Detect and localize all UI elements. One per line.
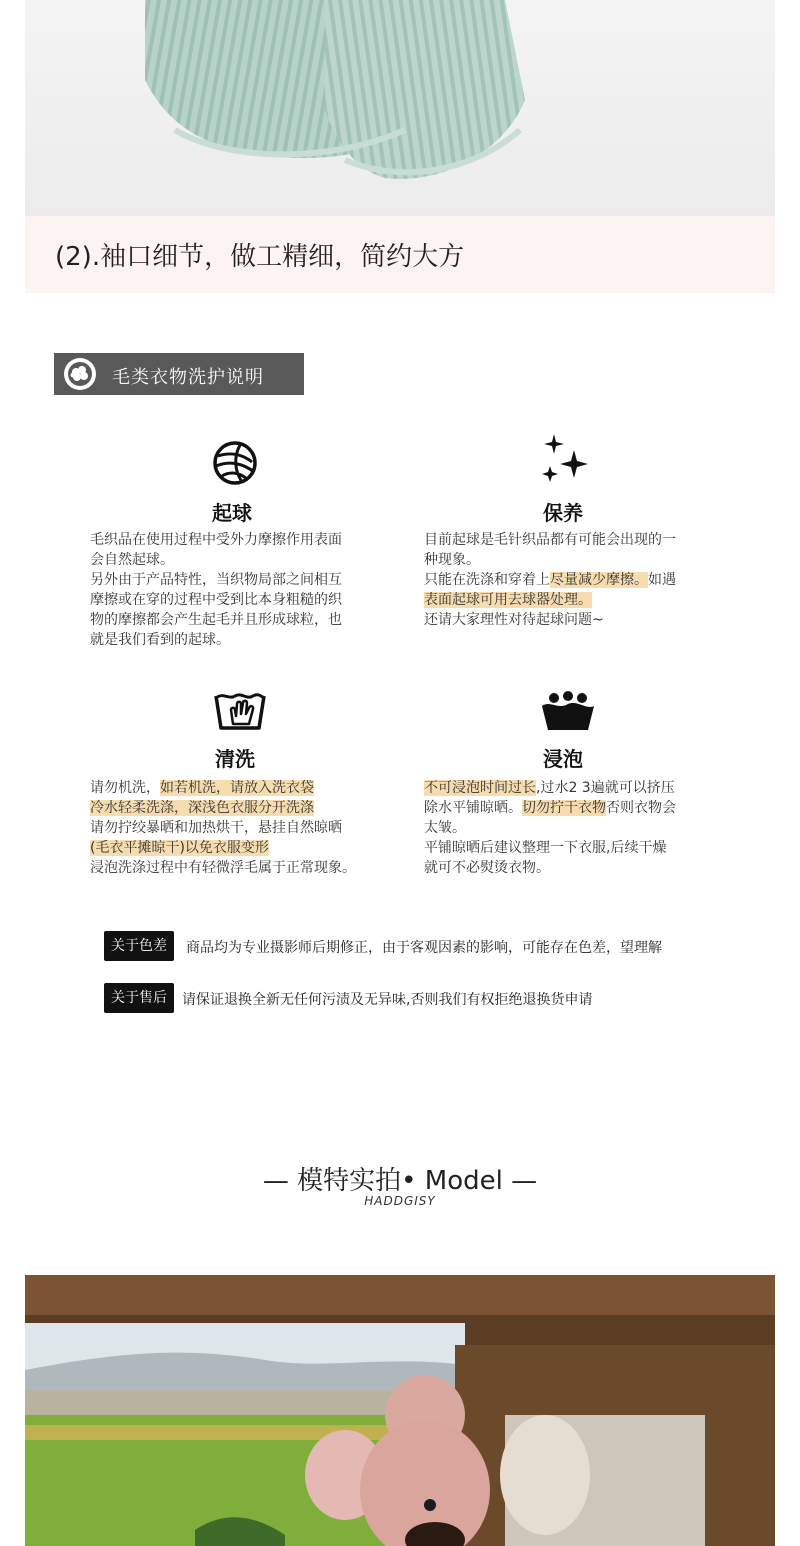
sparkles-icon [540,434,592,492]
highlight: 切勿拧干衣物 [522,800,606,816]
pilling-line: 会自然起球。 [90,552,174,568]
pilling-line: 就是我们看到的起球。 [90,632,230,648]
pilling-title: 起球 [212,501,252,525]
maintenance-text: 目前起球是毛针织品都有可能会出现的一 种现象。 只能在洗涤和穿着上尽量减少摩擦。如遇 表面起球可用去球器处理。 还请大家理性对待起球问题~ [424,532,676,628]
washing-text: 请勿机洗，如若机洗，请放入洗衣袋 冷水轻柔洗涤，深浅色衣服分开洗涤 请勿拧绞暴晒和加热烘干，悬挂自然晾晒 (毛衣平摊晾干)以免衣服变形 浸泡洗涤过程中有轻微浮毛属于正常现象。 [90,780,356,876]
highlight: 如若机洗，请放入洗衣袋 [160,780,314,796]
pilling-line: 摩擦或在穿的过程中受到比本身粗糙的织 [90,592,342,608]
pilling-line: 毛织品在使用过程中受外力摩擦作用表面 [90,532,342,548]
sleeve-cuff-photo [25,0,775,216]
pilling-line: 物的摩擦都会产生起毛并且形成球粒，也 [90,612,342,628]
yarn-ball-icon [212,440,258,490]
model-section-title: — 模特实拍• Model — [262,1166,538,1196]
soaking-title: 浸泡 [543,747,583,771]
hand-wash-icon [213,686,267,738]
after-sales-text: 请保证退换全新无任何污渍及无异味,否则我们有权拒绝退换货申请 [182,992,593,1008]
detail-caption: (2).袖口细节，做工精细，简约大方 [55,242,465,272]
brand-subtitle: HADDGISY [364,1194,436,1208]
highlight: 不可浸泡时间过长 [424,780,536,796]
soaking-text: 不可浸泡时间过长,过水2 3遍就可以挤压 除水平铺晾晒。切勿拧干衣物否则衣物会 太皱。 平铺晾晒后建议整理一下衣服,后续干燥 就可不必熨烫衣物。 [424,780,676,876]
highlight: (毛衣平摊晾干)以免衣服变形 [90,840,269,856]
washing-title: 清洗 [215,747,255,771]
color-difference-text: 商品均为专业摄影师后期修正，由于客观因素的影响，可能存在色差，望理解 [186,940,662,956]
highlight: 冷水轻柔洗涤，深浅色衣服分开洗涤 [90,800,314,816]
color-difference-tag: 关于色差 [104,931,174,961]
care-section-title: 毛类衣物洗护说明 [112,367,264,388]
pilling-line: 另外由于产品特性，当织物局部之间相互 [90,572,342,588]
model-photo [25,1275,775,1546]
highlight: 尽量减少摩擦。 [550,572,648,588]
pilling-text [90,530,390,650]
sheep-icon [62,356,98,392]
maintenance-title: 保养 [543,501,583,525]
wash-tub-icon [540,690,596,736]
after-sales-tag: 关于售后 [104,983,174,1013]
highlight: 表面起球可用去球器处理。 [424,592,592,608]
